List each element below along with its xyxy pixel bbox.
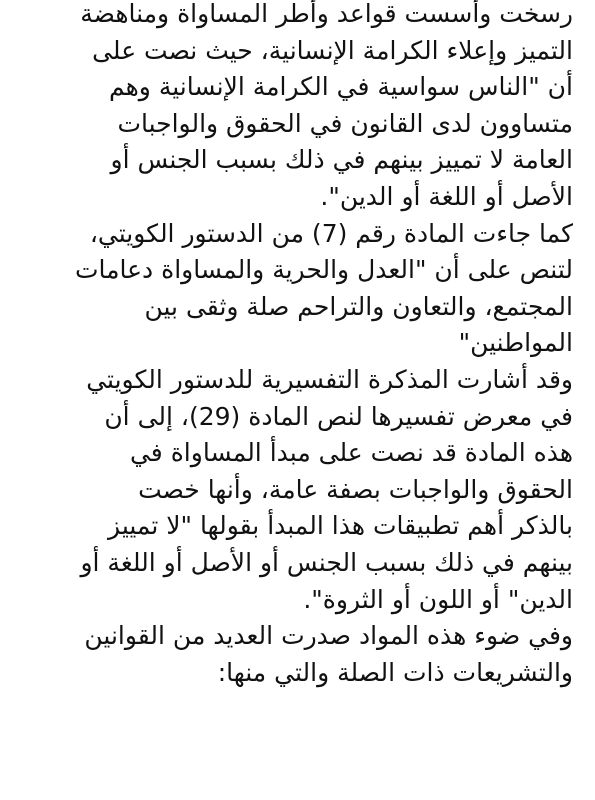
- text-line: الأصل أو اللغة أو الدين".: [320, 181, 573, 211]
- text-line: هذه المادة قد نصت على مبدأ المساواة في: [129, 438, 573, 468]
- text-line: الحقوق والواجبات بصفة عامة، وأنها خصت: [138, 474, 573, 504]
- text-line: العامة لا تمييز بينهم في ذلك بسبب الجنس أو: [110, 145, 573, 175]
- text-line: التميز وإعلاء الكرامة الإنسانية، حيث نصت على: [92, 35, 573, 65]
- cropped-text-line: [30, 691, 573, 709]
- text-line: بالذكر أهم تطبيقات هذا المبدأ بقولها "لا تمييز: [108, 511, 573, 541]
- text-line: والتشريعات ذات الصلة والتي منها:: [217, 657, 573, 687]
- text-line: الدين" أو اللون أو الثروة".: [303, 584, 573, 614]
- arabic-article-text: [30, 0, 573, 709]
- text-line: بينهم في ذلك بسبب الجنس أو الأصل أو اللغة أو: [80, 547, 573, 577]
- text-line: لتنص على أن "العدل والحرية والمساواة دعامات: [74, 255, 573, 285]
- text-line: رسخت وأسست قواعد وأطر المساواة ومناهضة: [80, 0, 573, 28]
- text-line: المواطنين": [458, 328, 573, 358]
- text-line: المجتمع، والتعاون والتراحم صلة وثقى بين: [144, 291, 573, 321]
- text-line: متساوون لدى القانون في الحقوق والواجبات: [117, 108, 573, 138]
- text-line: وفي ضوء هذه المواد صدرت العديد من القوانين: [84, 621, 573, 651]
- text-line: أن "الناس سواسية في الكرامة الإنسانية وهم: [108, 72, 573, 102]
- text-line: في معرض تفسيرها لنص المادة (29)، إلى أن: [104, 401, 573, 431]
- text-line: كما جاءت المادة رقم (7) من الدستور الكويتي،: [89, 218, 573, 248]
- text-line: وقد أشارت المذكرة التفسيرية للدستور الكويتي: [86, 364, 573, 394]
